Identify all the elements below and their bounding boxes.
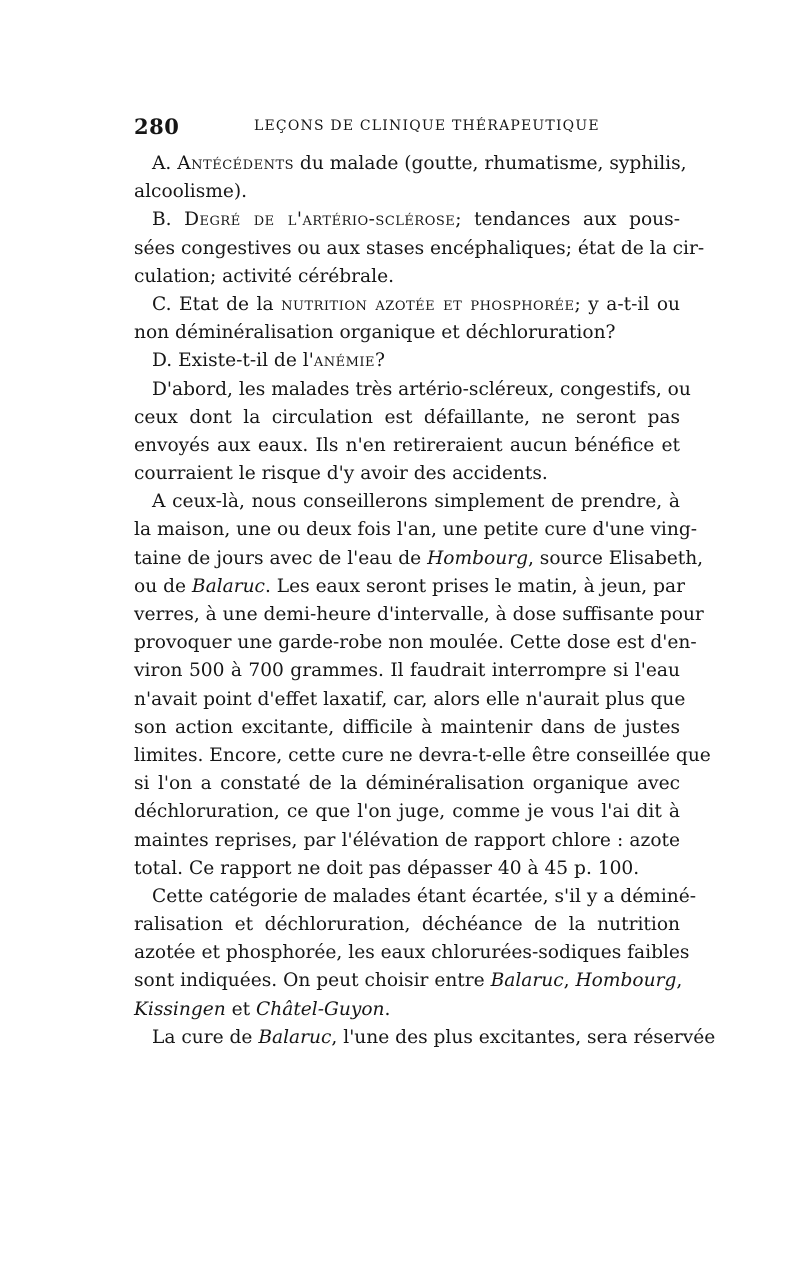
text-segment: la maison, une ou deux fois l'an, une petite cure d'une ving- bbox=[134, 519, 698, 541]
text-line bbox=[134, 996, 680, 1024]
text-line bbox=[134, 742, 711, 770]
small-caps-text: anémie bbox=[313, 350, 376, 372]
text-segment: , bbox=[676, 970, 683, 992]
text-line bbox=[134, 404, 680, 432]
text-line bbox=[134, 911, 680, 939]
text-line bbox=[134, 235, 705, 263]
text-line bbox=[134, 686, 686, 714]
text-line bbox=[134, 460, 680, 488]
text-segment: A. bbox=[152, 153, 178, 174]
text-segment: ou de bbox=[134, 575, 192, 597]
text-line bbox=[134, 516, 698, 544]
text-line bbox=[134, 827, 680, 855]
italic-text: Balaruc bbox=[258, 1026, 332, 1048]
text-line bbox=[134, 1024, 716, 1052]
text-segment: D'abord, les malades très artério-scléreux, congestifs, ou bbox=[152, 378, 691, 400]
text-segment: . bbox=[384, 998, 391, 1020]
text-line bbox=[134, 798, 680, 826]
text-segment: ceux dont la circulation est défaillante, ne seront pas bbox=[134, 406, 680, 428]
text-segment: du malade (goutte, rhumatisme, syphilis, bbox=[294, 153, 687, 174]
text-line bbox=[134, 601, 704, 629]
text-segment: sont indiquées. On peut choisir entre bbox=[134, 970, 491, 992]
text-segment: viron 500 à 700 grammes. Il faudrait interrompre si l'eau bbox=[134, 660, 680, 682]
text-line bbox=[134, 206, 680, 234]
text-segment: envoyés aux eaux. Ils n'en retireraient aucun bénéfice et bbox=[134, 434, 680, 456]
text-segment: non déminéralisation organique et déchloruration? bbox=[134, 322, 616, 344]
italic-text: Hombourg bbox=[427, 547, 528, 569]
text-line bbox=[134, 573, 685, 601]
text-segment: sées congestives ou aux stases encéphaliques; état de la cir- bbox=[134, 237, 705, 259]
text-segment: A ceux-là, nous conseillerons simplement de prendre, à bbox=[152, 491, 680, 513]
text-segment: , bbox=[563, 970, 576, 992]
italic-text: Hombourg bbox=[575, 970, 677, 992]
text-segment: alcoolisme). bbox=[134, 181, 248, 203]
text-segment: déchloruration, ce que l'on juge, comme je vous l'ai dit à bbox=[134, 801, 680, 823]
italic-text: Châtel-Guyon bbox=[256, 998, 385, 1020]
text-segment: maintes reprises, par l'élévation de rapport chlore : azote bbox=[134, 829, 680, 851]
text-segment: ? bbox=[375, 350, 385, 372]
text-line bbox=[134, 432, 680, 460]
text-segment: ; tendances aux pous- bbox=[455, 209, 680, 231]
text-line bbox=[134, 629, 697, 657]
italic-text: Kissingen bbox=[134, 998, 226, 1020]
text-segment: D. Existe-t-il de l' bbox=[152, 350, 314, 372]
text-segment: n'avait point d'effet laxatif, car, alors elle n'aurait plus que bbox=[134, 688, 686, 710]
text-segment: Cette catégorie de malades étant écartée, s'il y a déminé- bbox=[152, 885, 697, 907]
text-line bbox=[134, 939, 690, 967]
text-line bbox=[134, 178, 680, 206]
page-header bbox=[134, 114, 680, 144]
italic-text: Balaruc bbox=[191, 575, 265, 597]
text-segment: verres, à une demi-heure d'intervalle, à dose suffisante pour bbox=[134, 604, 704, 625]
text-segment: ralisation et déchloruration, déchéance de la nutrition bbox=[134, 914, 680, 936]
text-segment: B. bbox=[152, 209, 185, 231]
text-line bbox=[134, 319, 680, 347]
text-segment: C. Etat de la bbox=[152, 293, 282, 315]
text-line bbox=[134, 770, 680, 798]
text-line bbox=[134, 347, 680, 375]
italic-text: Balaruc bbox=[490, 970, 564, 992]
text-line bbox=[134, 376, 691, 404]
text-segment: , l'une des plus excitantes, sera réservée bbox=[331, 1026, 716, 1048]
text-segment: limites. Encore, cette cure ne devra-t-elle être conseillée que bbox=[134, 744, 711, 766]
text-line bbox=[134, 714, 680, 742]
text-line bbox=[134, 263, 680, 291]
text-segment: courraient le risque d'y avoir des accidents. bbox=[134, 463, 548, 485]
text-line bbox=[134, 488, 680, 516]
text-segment: et bbox=[225, 998, 257, 1020]
text-segment: total. Ce rapport ne doit pas dépasser 40 à 45 p. 100. bbox=[134, 857, 640, 879]
text-line bbox=[134, 883, 697, 911]
text-line bbox=[134, 150, 687, 178]
text-line bbox=[134, 855, 680, 883]
text-segment: , source Elisabeth, bbox=[527, 547, 704, 569]
text-segment: provoquer une garde-robe non moulée. Cette dose est d'en- bbox=[134, 632, 697, 654]
text-segment: si l'on a constaté de la déminéralisation organique avec bbox=[134, 773, 680, 795]
body-text bbox=[134, 150, 716, 1052]
small-caps-text: Degré de l'artério-sclérose bbox=[184, 209, 456, 231]
page-number: 280 bbox=[134, 114, 180, 139]
text-segment: azotée et phosphorée, les eaux chlorurées-sodiques faibles bbox=[134, 942, 690, 964]
text-line bbox=[134, 545, 704, 573]
running-title: LEÇONS DE CLINIQUE THÉRAPEUTIQUE bbox=[254, 118, 600, 134]
text-segment: son action excitante, difficile à maintenir dans de justes bbox=[134, 716, 680, 738]
text-segment: La cure de bbox=[152, 1026, 259, 1048]
text-segment: culation; activité cérébrale. bbox=[134, 265, 394, 287]
text-segment: . Les eaux seront prises le matin, à jeun, par bbox=[264, 575, 685, 597]
small-caps-text: nutrition azotée et phosphorée bbox=[281, 293, 575, 315]
small-caps-text: Antécédents bbox=[177, 153, 295, 174]
text-line bbox=[134, 657, 680, 685]
text-line bbox=[134, 967, 683, 995]
text-line bbox=[134, 291, 680, 319]
text-segment: taine de jours avec de l'eau de bbox=[134, 547, 428, 569]
text-segment: ; y a-t-il ou bbox=[574, 293, 680, 315]
